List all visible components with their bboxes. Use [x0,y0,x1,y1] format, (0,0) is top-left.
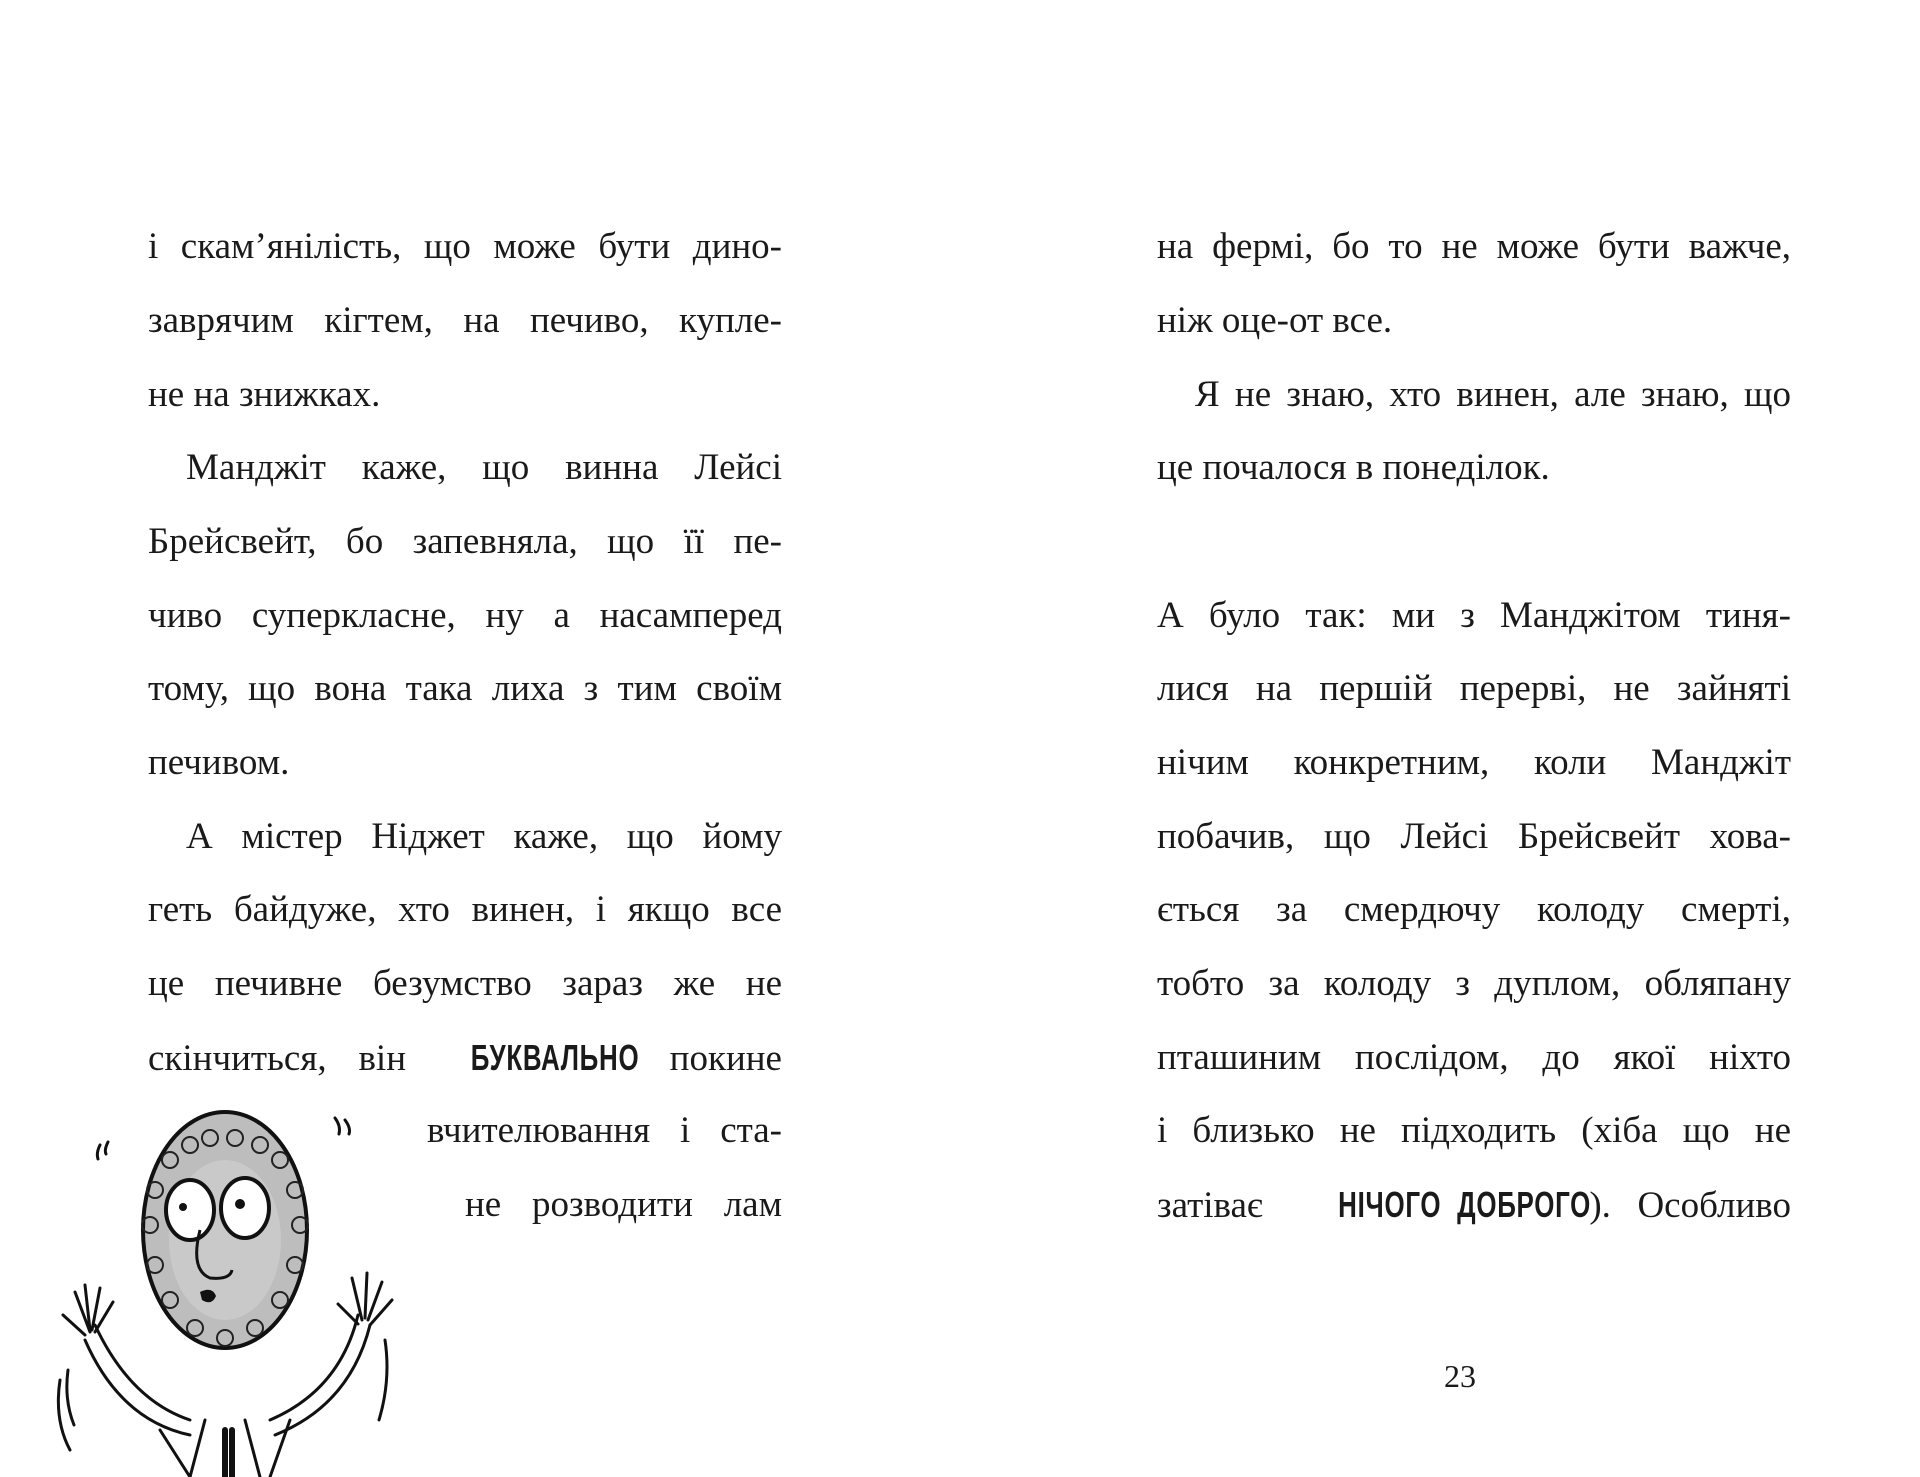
text-segment: скінчиться, він [148,1038,438,1079]
text-line: Манджіт каже, що винна Лейсі [186,447,782,488]
text-line: і скам’янілість, що може бути дино- [148,226,782,267]
text-line: не на знижках. [148,374,381,415]
text-line: Брейсвейт, бо запевняла, що її пе- [148,521,782,562]
text-line: ється за смердючу колоду смерті, [1157,889,1791,930]
text-line: на фермі, бо то не може бути важче, [1157,226,1791,267]
page-number: 23 [1444,1358,1476,1394]
text-line: побачив, що Лейсі Брейсвейт хова- [1157,816,1791,857]
text-line: тобто за колоду з дуплом, обляпану [1157,963,1791,1004]
text-line: чиво суперкласне, ну а насамперед [148,595,782,636]
teacher-illustration [40,1100,460,1477]
eye [221,1178,269,1238]
text-line: нічим конкретним, коли Манджіт [1157,742,1791,783]
text-line: Я не знаю, хто винен, але знаю, що [1195,374,1791,415]
text-segment: затіває [1157,1185,1290,1226]
emphasis-text: НІЧОГО ДОБРОГО [1338,1184,1592,1225]
eye [166,1180,214,1240]
text-line: тому, що вона така лиха з тим своїм [148,668,782,709]
text-line: вчителювання і ста- [427,1110,782,1151]
text-line: геть байдуже, хто винен, і якщо все [148,889,782,930]
emphasis-text: БУКВАЛЬНО [470,1037,640,1078]
text-line: пташиним послідом, до якої ніхто [1157,1037,1791,1078]
text-segment: ). Особливо [1589,1185,1791,1226]
text-line [1157,1180,1791,1230]
text-line: лися на першій перерві, не зайняті [1157,668,1791,709]
text-line: це почалося в понеділок. [1157,447,1550,488]
text-segment: покине [637,1038,782,1079]
text-line: це печивне безумство зараз же не [148,963,782,1004]
text-line: А було так: ми з Манджітом тиня- [1157,595,1791,636]
text-line [148,1033,782,1083]
text-line: і близько не підходить (хіба що не [1157,1110,1791,1151]
text-line: не розводити лам [465,1184,782,1225]
text-line: заврячим кігтем, на печиво, купле- [148,300,782,341]
text-line: печивом. [148,742,290,783]
text-line: А містер Ніджет каже, що йому [186,816,782,857]
text-line: ніж оце-от все. [1157,300,1393,341]
